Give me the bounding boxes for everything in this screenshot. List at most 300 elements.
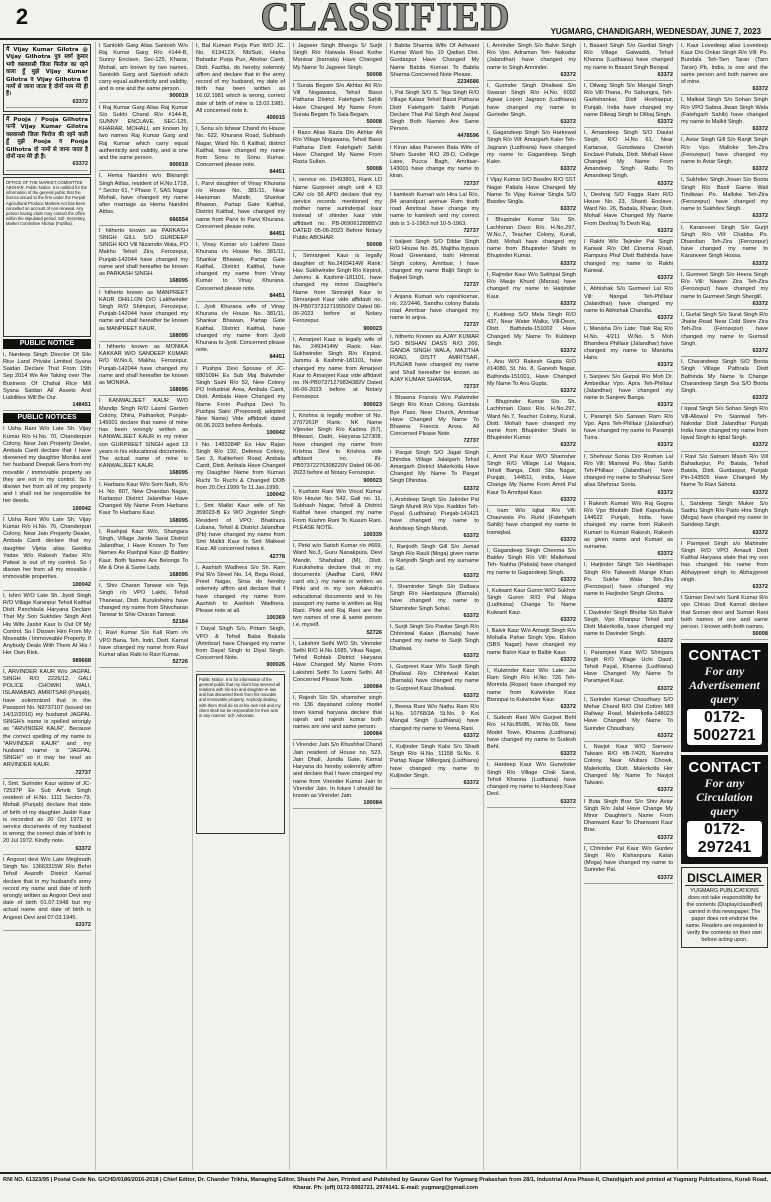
ad-text: I, Manisha D/o Late: Tilak Raj R/o H.No. 4/211 W.No. 5 Moh Bhandera Phillaur (Jalandhar) have changed my name to Manisha Hans. xyxy=(584,326,673,362)
ad-text: मैं Vijay Kumar Gilotra @ Vijay Gilhotra पुत्र स्वर्ग कुमार भगी वसवारसी जिला फिरोज का रहने वाला हूँ मुझे Vijay Kumar Gilotra व Vijay Gilhotra दो नामों से जाना जाता है दोनों नाम मेरे ही हैं। xyxy=(6,47,88,98)
ad-text: I Suraia Begam S/o Akhtar Ali R/o Vill Nogawana, Tehsil Bassi Pathana District Fatehgarh Sahib Have Changed My Name From Suraia Begam To Saia Begam. xyxy=(293,83,382,118)
ad-ref-number: 63372 xyxy=(681,86,768,95)
ad-ref-number: 63372 xyxy=(584,315,673,324)
classified-ad xyxy=(196,441,285,502)
classified-ad xyxy=(390,663,479,702)
ad-text: I, Kaur Lovedeep alias Lovedeep Kaur D/o Onkar Singh R/o Vill: Po. Bundala Teh-Tarn Taran (Tarn Taran) Pb, India, is one and the same person and both names are of mine. xyxy=(681,43,768,86)
classified-ad xyxy=(681,176,768,222)
ad-ref-number: 63372 xyxy=(390,653,479,662)
ad-ref-number: 72737 xyxy=(390,282,479,291)
ad-ref-number: 50008 xyxy=(293,166,382,175)
classified-ad xyxy=(487,42,576,81)
classified-ad xyxy=(196,180,285,241)
classified-ad xyxy=(99,289,188,342)
contact-subtext: For any Circulation query xyxy=(696,776,753,819)
classified-ad xyxy=(390,238,479,291)
classified-ad xyxy=(584,743,673,796)
ad-ref-number: 63372 xyxy=(6,99,88,108)
ad-ref-number: 52184 xyxy=(99,619,188,628)
ad-text: I, Amrinder Singh S/o Balvir Singh R/o Vpo. Adraman Teh- Nakodar (Jalandhar) have changed my name to Singh Amrinder. xyxy=(487,43,576,71)
ad-text: I, Anu W/O Rakesh Gupta R/O #14080, St. No. 8, Ganesh Nagar, Bathinda-151001, Have Changed My Name To Anu Gupta. xyxy=(487,359,576,387)
masthead xyxy=(0,0,771,40)
ad-ref-number: 4478596 xyxy=(390,133,479,142)
classified-ad xyxy=(584,373,673,412)
page-number: 2 xyxy=(15,4,29,29)
ad-ref-number: 63372 xyxy=(584,598,673,607)
ad-ref-number: 72737 xyxy=(390,228,479,237)
ad-text: I Rakesh Kumari W/o Raj Gogna R/o Vpo Bholath Distt Kapurthala 144622 Punjab, India. have changed my name from Rakesh Kumari to Kumari Rakesh, Rakesh as given name and Kumari as surname. xyxy=(584,500,673,550)
ad-text: I, Kuldeep S/O Mela Singh R/O 437, Near Water Walks, Vill-Deon, Distt. Bathinda-151002 Have Changed My Name To Kuldeep Singh. xyxy=(487,311,576,347)
ad-ref-number: 100042 xyxy=(3,506,91,515)
classified-ad xyxy=(584,82,673,128)
ad-ref-number: 400015 xyxy=(196,115,285,124)
ad-ref-number: 63372 xyxy=(584,490,673,499)
ad-text: I, Sanjeev S/o Gurpal R/o Moh Dr. Ambedkar Vpo. Apra Teh-Phillaur (Jalandhar) have changed my name to Sanjeev Banga. xyxy=(584,373,673,402)
ad-text: I, Basant Singh S/o Gurdial Singh R/o Village Galwaddi, Tehsil Khanna (Ludhiana) have changed my name to Basant Singh Benipal. xyxy=(584,43,673,71)
ad-text: I, Gurmeet Singh S/o Heera Singh R/o Vill: Nawan Zira Teh-Zira (Ferozepur) have changed my name to Gurmeet Singh Shergill. xyxy=(681,271,768,300)
classified-ad xyxy=(681,405,768,451)
ad-text: I Razo Alias Razia D/o Akhtar Ali R/o Village Nogawana, Tehsil Bassi Pathana Distt Fatehgarh Sahib Have Changed My Name From Razia Sultan. xyxy=(293,130,382,166)
ad-ref-number: 900019 xyxy=(99,162,188,171)
ad-ref-number: 84451 xyxy=(196,354,285,363)
classified-ad xyxy=(681,136,768,175)
ad-text: I, Paramjit S/o Sarwan Ram R/o Vpo. Apra Teh-Phillaur (Jalandhar) have changed my name to Paramjit Turra. xyxy=(584,413,673,442)
classified-ad xyxy=(293,82,382,128)
classified-ad xyxy=(487,587,576,626)
ad-ref-number: 63372 xyxy=(487,72,576,81)
ad-text: I, Lakshmi Sethi W/O Sh. Virender Sethi R/O H.No 1685, Vikas Nagar, Tehsil Rohtak District Haryana Have Changed My Name From Lakshmi Sethi To Laxmi Sethi. All Concerned Please Note. xyxy=(293,640,382,683)
ad-text: I, Harjinder Singh S/o Harbhajan Singh R/o Talwandi Mange Khan Po. Sukhe Wala Teh-Zira (Ferozepur) have changed my name to Harjinder Singh Ghotra. xyxy=(584,562,673,598)
ad-ref-number: 42778 xyxy=(196,554,285,563)
classified-ad xyxy=(681,500,768,539)
classified-ad xyxy=(99,582,188,628)
ad-text: I, Sukhdev Singh Josan S/o Boota Singh R/o Basti Game Wali Tindiwan Po. Malloke Teh-Zira (Ferozepur) have changed my name to Sukhdev Singh. xyxy=(681,177,768,213)
ad-ref-number: 63372 xyxy=(487,388,576,397)
ad-ref-number: 100369 xyxy=(196,615,285,624)
column-4 xyxy=(289,42,385,1170)
classified-ad xyxy=(681,540,768,593)
ad-text: I, Karanveer Singh S/o Gurjit Singh R/o Vill: Chabba Po. Dhandian Teh-Zira (Ferozepur) have changed my name to Karanveer Singh Hossa. xyxy=(681,224,768,260)
ad-text: I, Vinay Kumar s/o Lakhmi Dass Khurana r/o House No. 381/11, Shankar Bhawan, Partap Gate Kaithal, District Kaithal, have changed my name from Vinay Kumar to Vinay Khurana. Concerned please note. xyxy=(196,242,285,292)
classified-ad xyxy=(487,358,576,397)
hindi-notice-ad xyxy=(3,44,91,112)
ad-ref-number: 100339 xyxy=(293,532,382,541)
ad-text: I, Amarjeet Kaur is legally wife of No. 2493414W Rank: Hav. Sukhwinder Singh R/o Kirpind, Jammu & Kashmir-181101, have changed my name from Amarjeet Kaur to Amarjeet Kaur vide affidavit no. IN-PB07371279834382V Dated 06-06-2023 before at Notary Ferozepur. xyxy=(293,336,382,401)
contact-heading: CONTACT xyxy=(688,647,761,665)
ad-text: I Usha Rani W/o Late Sh. Vijay Kumar R/o H.No. 70, Chanderpuri Colony, Near Jain Property Dealer, Ambala Cantt declare that I have disowned my daughter Monika and her husband Deepak Gera from my movable / immovable property as they are not in my control. So I disown her from all of my property and I shall not be responsible for her deeds. xyxy=(3,426,91,505)
classified-ad xyxy=(196,502,285,563)
ad-ref-number: 63372 xyxy=(390,486,479,495)
ad-text: I Dayal Singh S/o. Pritam Singh, VPO & Tehsil Baba Bakala (Amritsar) have Changed my name from Dayal Singh to Diyal Singh. Concerned Note. xyxy=(196,626,285,662)
column-7 xyxy=(580,42,676,1170)
ad-text: I, Iram W/o Iqbal R/o Vill: Chaurwala Po. Rurki (Fatehgarh Sahib) have changed my name to Iramiqbal. xyxy=(487,507,576,536)
ad-text: I Usha Rani W/o Late Sh. Vijay Kumar R/o H.No. 70, Chanderpuri Colony, Near Jain Property Dealer, Ambala Cantt declare that my daughter Vijeta alias Geetika Yadav W/o Rakesh Yadav R/o Palwal is out of my control. So I disown her from all my movable / immovable properties. xyxy=(3,516,91,581)
ad-ref-number: 52726 xyxy=(293,630,382,639)
classified-ad xyxy=(584,696,673,742)
classified-ad xyxy=(681,96,768,135)
ad-ref-number: 63372 xyxy=(487,301,576,310)
classified-ad xyxy=(390,333,479,394)
ad-text: I, Hema Nandini w/o Bikramjit Singh Attlas, resident of H.No.1718, * Sector 61, * Phase 7, SAS Nagar Mohali, have changed my name after marriage as Hema Nandini Attlas. xyxy=(99,173,188,216)
ad-ref-number: 63372 xyxy=(6,161,88,170)
ad-ref-number: 168095 xyxy=(99,333,188,342)
ad-ref-number: 900026 xyxy=(196,662,285,671)
ad-text: I, Surinder Kumar Choudhary S/O Mehar Chand R/O Old Cotton Mill Railway Road, Malerkotla-148023 Have Changed My Name To Surinder Choudhary. xyxy=(584,696,673,732)
classified-ad xyxy=(487,311,576,357)
classified-ad xyxy=(584,845,673,884)
contact-box xyxy=(681,755,768,864)
ad-text: I, Shehnaz Sonia D/o Roshan Lal R/o Vill: Mianwal Po. Mau Sahib Teh-Phillaur (Jalandhar) have changed my name to Shahnaz Soni alias Shehnaz Sonia. xyxy=(584,453,673,489)
ad-text: I, Smt. Surinder Kaur widow of JC-72537P Ex Sub Amrik Singh resident of H.No. 1111 Sector-79, Mohali (Punjab) declare that date of birth of my daughter Jasbir Kaur is recorded as 20 Oct 1972 in service documents of my husband is wrong; the correct date of birth is 20 Jul 1972. Kindly note. xyxy=(3,780,91,845)
ad-ref-number: 63372 xyxy=(681,166,768,175)
ad-ref-number: 63372 xyxy=(681,213,768,222)
ad-ref-number: 50008 xyxy=(293,119,382,128)
classified-ad xyxy=(681,453,768,499)
ad-ref-number: 63372 xyxy=(487,442,576,451)
ad-text: I, Sonu s/o Ishwar Chand r/o House No. 622, Khurana Road, Subhash Nagar, Ward No. 6 Kaithal, district Kaithal, have changed my name from Sonu to Sonu Kumar. Concerned please note. xyxy=(196,126,285,169)
classified-ad xyxy=(3,780,91,855)
ad-text: I, Shaminder Singh S/o Dalbara Singh R/o Hardaspura (Barnala) have changed my name to Shaminder Singh Sohal. xyxy=(390,584,479,612)
ad-text: I kamlesh Kumari w/o Hira Lal R/o, 84 anandpuri avenue Ram tirath road Amritsar have change my name to kamlesh and my correct dob is 1-1-1963 not 10-5-1963. xyxy=(390,191,479,227)
classified-ad xyxy=(584,238,673,284)
classified-ad xyxy=(196,625,285,671)
ad-ref-number: 63372 xyxy=(681,584,768,593)
classified-ad xyxy=(99,481,188,527)
classified-ad xyxy=(293,129,382,175)
ad-text: I Virender Jain S/o Khushhal Chand Jain resident of House no. 523, Jain Dhall, Jundla Gate, Karnal Haryana do hereby solemnly affirm and declare that I have changed my name from Virender Kumar Jain to Virender Jain. In future I should be known as Virender Jain. xyxy=(293,742,382,799)
ad-ref-number: 900023 xyxy=(293,326,382,335)
ad-ref-number: 63372 xyxy=(3,846,91,855)
ad-ref-number: 63372 xyxy=(390,573,479,582)
ad-ref-number: 63372 xyxy=(487,261,576,270)
ad-ref-number: 148451 xyxy=(3,402,91,411)
classified-ad xyxy=(390,89,479,142)
ad-text: I, Sudesh Rani W/o Gurjeet Behl R/o H.No.85/86, W.No.09, New Model Town, Khanna (Ludhiana) have changed my name to Sudesh Behl. xyxy=(487,715,576,751)
column-1 xyxy=(0,42,94,1170)
classified-ad xyxy=(584,285,673,324)
classified-ad xyxy=(584,500,673,561)
ad-text: I Pushpa Devi Spouse of JC-680109H Ex Sub Maj Balwinder Singh Saini R/o 52, New Colony PO Industrial Area, Ambala Cantt, Distt. Ambala Have Changed my Name From Pushpa Devi To Pushpa Saini (Proposed) adopted New Name) Vide affidavit dated 06.06.2023 before Ambala. xyxy=(196,365,285,430)
ad-text: I, Navjot Kaur W/O Sarneev Talwani R/O #B-7/420, Narindra Colony, Near Multani Chowk, Malerkotla, Distt. Malerkotla Her Changed My Name To Navjot Talwani. xyxy=(584,744,673,787)
column-5 xyxy=(386,42,482,1170)
ad-ref-number: 72737 xyxy=(390,181,479,190)
ad-text: I Anjana Kumari w/o rajeshkumar, r/o, 22/2446, Sandhu colony Batala road Amritsar have changed my name to anjna. xyxy=(390,293,479,322)
ad-ref-number: 63372 xyxy=(390,693,479,702)
classified-ad xyxy=(3,425,91,514)
ad-ref-number: 900019 xyxy=(99,93,188,102)
ad-text: I, Ishro W/O Late Sh. Jiyoti Singh R/O Village Karanpur Tehsil Kaithal Distt Panchkula Haryana Declare That My Son Sukhdev Singh And His Wife Jasbir Kaur Is Out Of My Control. So I Disown Him From My Moveable / Immoveable Property. If Anybody Deals With Them At His / Her Own Risk. xyxy=(3,592,91,657)
ad-text: I, Abhishak S/o Gurmeet Lal R/o Vill: Nangal Teh-Phillaur (Jalandhar) have changed my name to Abhishak Chandla. xyxy=(584,286,673,314)
ad-ref-number: 100084 xyxy=(293,731,382,740)
ad-ref-number: 63372 xyxy=(584,402,673,411)
classified-ad xyxy=(99,104,188,172)
classified-ad xyxy=(293,252,382,334)
ad-text: I, Arshdeep Singh S/o Jatinder Pal Singh Mundi R/o Vpo. Kaddon Teh- Payal (Ludhiana) Punjab-141421 have changed my name to Arshdeep Singh Mundi. xyxy=(390,496,479,532)
ad-text: I, Amandeep Singh S/O Daulat Singh, R/O H.No 61, Near Kartarsar, Gurudwara Cherish Enclave Patiala, Distt. Mohali Have Changed My Name From Amandeep Singh Rattu To Amandeep Singh. xyxy=(584,130,673,180)
ad-text: I, Gagandeep Singh Cheema S/o Baldev Singh R/o Vill: Maltehwal Teh- Nabha (Patiala) have changed my name to Gagandeep Singh. xyxy=(487,548,576,576)
classified-ad xyxy=(99,227,188,288)
ad-ref-number: 63372 xyxy=(584,787,673,796)
ad-ref-number: 63372 xyxy=(390,780,479,789)
ad-text: I Raj Kumar Garg Alias Raj Kumar S/o Sukhi Chand R/o #144-B, SUNNY ENCLAVE, SEC-125, KHARAR, MOHALI, am known by two names Raj Kumar Garg and Raj Kumar which carry equal authenticity and validity, and is one and the same person. xyxy=(99,104,188,162)
ad-text: I Pargat Singh S/O Jagat Singh Dhindsa Village Jalalgarh Tehsil Amargarh District Malerkotla Have Changed My Name To Pargat Singh Dhindsa. xyxy=(390,449,479,485)
ad-text: I Bhupinder Kumar S/o. Sh. Lachhman Dass R/o. H.No.297, Ward No.7, Teacher Colony, Kurali, Distt. Mohali have changed my name from Bhupinder Shahi to Bhupinder Kumar. xyxy=(487,399,576,442)
ad-text: I, Paramjeet Kaur W/O Shingara Singh R/O Village Uchi Daud, Tehsil Payal, Khanna (Ludhiana) Have Changed My Name To Paramjeet Kaur. xyxy=(584,649,673,685)
ad-ref-number: 63372 xyxy=(487,704,576,713)
disclaimer-box xyxy=(681,867,768,948)
ad-ref-number: 63372 xyxy=(584,362,673,371)
ad-text: I Jagseer Singh Bhangu S/ Surjit Singh R/o Naiwala Road Kothe Manisar (barnala) Have Changed My Name To Jagseer Singh. xyxy=(293,43,382,71)
ad-text: I baljeet Singh S/O Dildar Singh R/O House No. 85, Majitha bypass Road Greenland, bahi Himmat Singh colony, Amritsar, I have changed my name Baljit Singh to Baljeet Singh. xyxy=(390,239,479,282)
ad-ref-number: 63372 xyxy=(584,686,673,695)
classified-ad xyxy=(390,144,479,190)
ad-text: I, Shiv Charan Tanwar s/o Teja Singh r/o VPO Lakhi, Tehsil Thanesar, Distt. Kurukshetra have changed my name from Shivcharan Tanwar to Shiv Charan Tanwar. xyxy=(99,583,188,619)
ad-text: I Rakhi W/o Tejinder Pal Singh Kanwal R/o Old Cinema Road, Rampura Phul Distt Bathinda have changed my name to Rakhi Kanwal. xyxy=(584,239,673,274)
ad-text: I Angoori devi W/o Late Meghnath Singh No. 13663315W R/o Behri Tehsil Asandh District Karnal declare that in my husband's army record my name and date of birth wrongly written as Angoor Devi and date of birth 01.07.1948 but my actual name and date of birth is Angoori Devi and 07.03.1945. xyxy=(3,856,91,921)
ad-text: I Buta Singh Brar S/o Shiv Avtar Singh R/o Jalal Have Change My Minor Daughter's Name From Dhanwant Kaur To Dhanwant Kaur Brar. xyxy=(584,798,673,834)
ad-ref-number: 168095 xyxy=(99,470,188,479)
classified-ad xyxy=(293,176,382,251)
ad-ref-number: 63372 xyxy=(584,733,673,742)
classified-ad xyxy=(196,125,285,178)
classified-ad xyxy=(487,507,576,546)
contact-phone: 0172-5002721 xyxy=(687,709,762,745)
ad-ref-number: 63372 xyxy=(681,301,768,310)
ad-text: I, Amrit Pal Kaur W/O Shamsher Singh R/O Village Lal Majara, Tehsil Banga, Distt Sbs Nagar, Punjab, 144511, India, Have Change My Name From Amrit Pal Kaur To Amritpal Kaur. xyxy=(487,453,576,496)
ad-text: I, Deshraj S/O Fagga Ram R/O House No. 23, Shanti Enclave, Ward No. 26, Badala, Kharar, Distt. Mohali Have Changed My Name From Deshraj To Desh Raj. xyxy=(584,191,673,227)
ad-ref-number: 63372 xyxy=(584,228,673,237)
ad-text: I, Rajesh S/o Sh. shamsher singh r/o 136 dayanand colony model town kamal haryana declare that rajesh and rajesh kumar both names are one and same person. xyxy=(293,695,382,731)
ad-text: I, Dilwag Singh S/o Mangal Singh R/o Vill-Thana, Po Sahungra, Teh-Garhshankar, Distt Hoshiarpur, Punjab, India have changed my name Dilwag Singh to Dilbaj Singh. xyxy=(584,83,673,118)
classified-ad xyxy=(487,761,576,807)
classified-ad xyxy=(196,564,285,625)
ad-ref-number: 63372 xyxy=(390,533,479,542)
public-notice-box: OFFICE OF THE MARKET COMMITTEE ABOHAR. Public Notice. It is notified for the information of the general public that the licence issued to the firm under the Punjab Agricultural Produce Markets Act has been cancelled on account of non-renewal. Any person having claim may contact the office within the stipulated period. Sd/- Secretary, Market Committee Abohar (Fazilka). xyxy=(3,177,91,337)
classified-ad xyxy=(584,798,673,844)
ad-text: I, Davinder Singh Bhullar S/o Balvir Singh, Vpo Khanpur Tehsil and Distt Malerkotla, have changed my name to Davinder Singh. xyxy=(584,609,673,638)
ad-text: I, Nardeep Singh Director Of Silo Rice Land Private Limited Syana Saidan Declare That From 15th Sep 2014 We Are Taking over The Business Of Chahal Rice Mill Syana Saidan All Assets And Liabilities Will Be Our. xyxy=(3,351,91,401)
ad-ref-number: 900023 xyxy=(293,478,382,487)
classified-ad xyxy=(3,592,91,667)
ad-ref-number: 63372 xyxy=(584,442,673,451)
classified-ad xyxy=(584,561,673,607)
classified-ad xyxy=(196,365,285,440)
ad-text: मैं Pooja / Pooja Gilhotra पत्नी Vijay Kumar Gilotra वसवारसी जिला फिरोज की रहने वाली हूँ मुझे Pooja व Pooja Gilhotra दो नामों से जाना जाता है दोनों नाम मेरे ही हैं। xyxy=(6,117,88,161)
ad-ref-number: 63372 xyxy=(681,126,768,135)
classified-ad xyxy=(293,741,382,809)
classified-ad xyxy=(487,216,576,269)
ad-ref-number: 2234586 xyxy=(390,79,479,88)
ad-text: I, Kusham Rani W/o Vinod Kumar R/o House No. 542, Gali no. 11, Subhash Nagar, Tehsil & District Kaithal have changed my name From Kushm Rani To Kusum Rani. PLEASE NOTE. xyxy=(293,488,382,531)
classified-ad xyxy=(293,694,382,740)
classified-ad xyxy=(584,42,673,81)
classified-ad xyxy=(487,398,576,451)
imprint-footer: RNI NO. 61323/95 | Postal Code No. G/CHD/0186/2016-2018 | Chief Editor, Dr. Chander Trikha, Managing Editor, Shashi Pal Jain, Printed and Published by Gaurav Goel for Yugmarg Prakashan from 28/1, Industrial Area Phase-II, Chandigarh and printed at Yugmarg Publications, Kurali Road, Kharar. Ph: (off) 0172-5002721, 2974141. E-mail: yugmarg@gmail.com xyxy=(0,1172,771,1202)
ad-ref-number: 63372 xyxy=(584,875,673,884)
ad-text: I, Aashish Wadhera S/o Sh. Ram Pal R/o Street No. 14, Begu Road, Preet Nagar, Sirsa do hereby solemnly affirm and declare that I have changed my name from Aashish to Aashish Wadhera. Please note at all. xyxy=(196,564,285,615)
ad-ref-number: 63372 xyxy=(487,657,576,666)
classified-ad xyxy=(293,640,382,693)
section-heading: PUBLIC NOTICE xyxy=(3,339,91,349)
classified-ad xyxy=(99,42,188,103)
classified-ad xyxy=(681,224,768,270)
ad-ref-number: 63372 xyxy=(487,497,576,506)
classified-ad xyxy=(584,453,673,499)
classified-ad xyxy=(487,271,576,310)
public-notice-box: Public Notice. It is for information of the general public that my client has severed all relations with his son and daughter-in-law and has disowned them from his movable and immovable property. Anybody dealing with them shall do so at his own risk and my client shall not be responsible for their acts in any manner. Sd/- Advocate. xyxy=(196,674,285,834)
hindi-notice-ad xyxy=(3,114,91,175)
classified-ad xyxy=(487,176,576,215)
ad-text: I, Parvi daughter of Vinay Khurana r/o House No. 381/11, Near Hanuman Mandir, Shankar Bhawan, Partap Gate Kaithal, District Kaithal, have changed my name from Parvi to Parvi Khurana. Concerned please note. xyxy=(196,180,285,230)
classified-ad xyxy=(390,703,479,742)
classified-ad xyxy=(99,528,188,581)
ad-ref-number: 63372 xyxy=(487,166,576,175)
classified-ad xyxy=(681,311,768,357)
ad-ref-number: 63372 xyxy=(681,442,768,451)
ad-text: I Bhupinder Kumar S/o. Sh. Lachhman Dass R/o. H.No.297, W.No.7, Teacher Colony, Kurali, Distt. Mohali have changed my name from Bhupinder Shahi to Bhupinder Kumar. xyxy=(487,217,576,260)
ad-text: I, Gagandeep Singh S/o Harkewal Singh R/o Vill: Amargarh Kaler Teh- Jagraon (Ludhiana) have changed my name to Gagandeep Singh Kaler. xyxy=(487,130,576,166)
ad-text: I Kiran alias Parveen Bala Wife of Sham Sunder R/O 28-D, College Lane, Pucca Bagh, Amritsar-143001 have change my name to kiran. xyxy=(390,144,479,180)
ad-ref-number: 100042 xyxy=(196,430,285,439)
ad-ref-number: 100084 xyxy=(293,684,382,693)
ad-ref-number: 63372 xyxy=(487,119,576,128)
ad-ref-number: 50008 xyxy=(293,72,382,81)
ad-text: I, Rajinder Kaur W/o Sukhpal Singh R/o Maujo Khurd (Mansa) have changed my name to Harjinder Kaur. xyxy=(487,271,576,300)
ad-ref-number: 63372 xyxy=(487,577,576,586)
classified-ad xyxy=(487,453,576,506)
ad-text: I hitherto known as PARKASH SINGH GILL S/O GURDEEP SINGH R/O Vill Nizamdin Wala, PO Makhu Tehsil Zira, Ferozepur, Punjab-142044 have changed my name and shall hereafter be known as PARKASH SINGH. xyxy=(99,227,188,278)
classified-ad xyxy=(99,343,188,396)
ad-text: I Babita Sharma Wife Of Ashwani Kumar Ward No. 10 Qadian Dist. Gurdaspur Have Changed My Name Babita Kumari To Babita Sharma Concerned Note Please. xyxy=(390,43,479,78)
classified-ad xyxy=(487,714,576,760)
classified-ad xyxy=(681,358,768,404)
column-8 xyxy=(677,42,771,1170)
classified-ad xyxy=(584,413,673,452)
section-title: CLASSIFIED xyxy=(260,0,511,39)
ad-ref-number: 63372 xyxy=(3,922,91,931)
ad-text: I, Pinki w/o Satish Kumar r/o #669, Ward No.3, Guru Nanakpura, Devi Mandir, Shahabad (M), Distt. Kurukshetra declare that in my documents (Aadhar Card, PAN card etc.) my name is written as Pinki and in my son Aakash's educational documents and in his passport my name is written as Raj Rani. Pinki and Raj Rani are the two names of one & same person i.e. myself. xyxy=(293,543,382,629)
ad-text: I Iqwal Singh S/o Sohan Singh R/o Vill-Allowal Po Sianiwal Teh-Nakodar Distt Jalandhar Punjab India have changed my name from Iqwal Singh to Iqbal Singh. xyxy=(681,406,768,442)
ad-text: I, Harbans Kaur W/o Som Nath, R/o H. No. 807, New Chandan Nagar, Kartarpur District Jalandhar Have Changed My Name From Harbans Kaur To Harbans Kaur. xyxy=(99,481,188,517)
classified-ad xyxy=(584,325,673,371)
ad-ref-number: 666554 xyxy=(99,217,188,226)
classified-ad xyxy=(584,129,673,190)
ad-text: I, Kulwinder Kaur W/o Late: Jai Ram Singh R/o H.No. 726 Teh-Morinda (Ropar) have changed my name from Kulwinder Kaur Bisnopal to Kulwinder Kaur. xyxy=(487,668,576,703)
classified-ad xyxy=(196,42,285,124)
ad-ref-number: 168095 xyxy=(99,572,188,581)
ad-text: I, Smt Malkit Kaur wife of No 359023-B Ex WO Joginder Singh Resident of VPO: Bhatinura Lubana, Tehsil & District Jalandhar (Pb) have changed my name from Smt Malkit Kaur to Smt Malkeet Kaur. All concerned notes it. xyxy=(196,503,285,553)
ad-ref-number: 63372 xyxy=(584,72,673,81)
contact-box xyxy=(681,643,768,752)
ad-ref-number: 63372 xyxy=(584,638,673,647)
ad-text: I Parmjeet Singh s/o Mahinder Singh R/O VPO Arnauli Distt Kaithal Haryana state that my son has changed his name from Abhaypreet singh to Abhaypreet singh. xyxy=(681,540,768,583)
classified-ad xyxy=(3,668,91,779)
classified-ad xyxy=(390,496,479,542)
classified-ad xyxy=(681,42,768,95)
ad-text: I, ARVINDER KAUR W/o JAGPAL SINGH R/O 2226/12, GALI POLICE CHOWKI WALI, ISLAMABAD, AMRITSAR (Punjab), have solemnized that in the Passport No. N9737107 (issued on 14/12/2016) my husband JAGPAL SINGH's name is spelled wrongly as "ARVINDER KAUR". Because the correct spelling of my name is "ARVINDER KAUR" and my husband name is "JAGPAL SINGH" so it may be read as ARVINDER KAUR. xyxy=(3,668,91,769)
dateline: YUGMARG, CHANDIGARH, WEDNESDAY, JUNE 7, 2023 xyxy=(550,27,761,36)
classified-ad xyxy=(390,583,479,622)
ad-text: I Vijay Kumar S/O Basdev R/O SST Nagar Patiala Have Changed My Name To Vijay Kumar Singla S/O Basdev Singla. xyxy=(487,177,576,206)
ad-text: I, Gurlal Singh S/o Surat Singh R/o Jhatar Road Near Cold Store Zira Teh-Zira (Ferozepur) have changed my name to Gurmail Singh. xyxy=(681,311,768,347)
classified-ad xyxy=(293,488,382,541)
ad-ref-number: 63372 xyxy=(584,835,673,844)
ad-text: I, service no. 15493801, Rank LD Name Gurpreet singh unit 4 63 CAV c/o 56 APO declare that my service records mentioned my mother name surinderpal kaur instead of shinder kaur vide affidavit no. PB-06906128985V2 DATED 05-06-2023 Before Notary Public ABOHAR. xyxy=(293,177,382,242)
ad-text: I, Hardeep Kaur W/o Gurwinder Singh R/o Village Chak Sarai, Tehsil Khanna (Ludhiana) have changed my name to Hardeep Kaur Deol. xyxy=(487,762,576,798)
ad-text: I Ravi S/o Satnam Masih R/o Vill Bahadurpur, Po Batala, Tehsil Batala, Distt. Gurdaspur, Punjab Pin-143505 Have Changed My Name To Ravi Sahota. xyxy=(681,453,768,489)
classified-ad xyxy=(390,42,479,88)
contact-subtext: For any Advertisement query xyxy=(689,664,760,707)
ad-ref-number: 63372 xyxy=(487,617,576,626)
ad-ref-number: 100084 xyxy=(293,800,382,809)
ad-text: I Bhawna Fransis W/o Palwinder Singh R/o Kiran Colony, Gumtala Bye Pass, Near Church, Amritsar Have Changed My Name To Bhawna Francis Arora. All Concerned Please Note. xyxy=(390,395,479,438)
ad-ref-number: 63372 xyxy=(487,348,576,357)
ad-text: I Suman Devi w/o Sunil Kumar R/o vpo Chirao Distt Karnal declare that Suman devi and Suman Rani both names of one and same person. I known with both names. xyxy=(681,595,768,631)
classified-ad xyxy=(584,609,673,648)
ad-text: I, Pal Singh S/O S. Teja Singh R/O Village Kalaur Tehsil Bassi Pathana Distt Fatehgarh Sahib Punjab Declare That Pal Singh And Jaspal Singh Both Names Are Same Person. xyxy=(390,90,479,133)
classified-ad xyxy=(293,336,382,411)
ad-ref-number: 168095 xyxy=(99,387,188,396)
classified-ad xyxy=(3,516,91,591)
ad-ref-number: 63372 xyxy=(584,275,673,284)
classified-ad xyxy=(99,397,188,479)
ad-ref-number: 63372 xyxy=(584,119,673,128)
ad-ref-number: 84451 xyxy=(196,231,285,240)
column-6 xyxy=(483,42,579,1170)
ad-ref-number: 168095 xyxy=(99,278,188,287)
ad-text: I KANWALJEET KAUR W/O Mandip Singh R/O Laxmi Garden Colony, Dhira, Pathankot, Punjab-145001 declare that name of mine has been wrongly written as KANWALJEET KAUR in my minor son GURPREET SINGH aged 13 years in his educational documents. The actual name of mine is KANWALJEET KAUR. xyxy=(99,398,188,470)
ad-text: I, Rashpal Kaur W/o, Shangara Singh, Village Jande Sarai District Jalandhar, I Have Known To Two Names As Rashpal Kaur @ Baldev Kaur. Both Names Are Belongs To Me & One & Same Lady. xyxy=(99,528,188,571)
classified-ad xyxy=(99,629,188,668)
classified-ad xyxy=(99,172,188,225)
ad-ref-number: 63372 xyxy=(681,395,768,404)
classified-ad xyxy=(293,412,382,487)
ad-ref-number: 168095 xyxy=(99,518,188,527)
ad-text: I, Gurinder Singh Dhaliwal S/o Swaran Singh R/o H.No. 6092 Agwar Lopon Jagraon (Ludhiana) have changed my name to Gurinder Singh. xyxy=(487,83,576,118)
ad-text: I hitherto known as MONIKA KAKKAR W/O SANDEEP KUMAR R/O W.No.6, Makhu, Ferozepur, Punjab-142044 have changed my name and shall hereafter be known as MONIKA. xyxy=(99,343,188,386)
classified-ad xyxy=(3,856,91,931)
ad-ref-number: 72737 xyxy=(390,384,479,393)
classified-ad xyxy=(487,82,576,128)
ad-text: I, Chhinder Pal Kaur W/o Gurdev Singh R/o Kishanpura Kalan (Moga) have changed my name to Surinder Pal. xyxy=(584,845,673,874)
ad-ref-number: 63372 xyxy=(584,551,673,560)
ad-ref-number: 63372 xyxy=(681,530,768,539)
classified-ad xyxy=(196,303,285,364)
ad-ref-number: 52726 xyxy=(99,659,188,668)
ad-ref-number: 72737 xyxy=(3,770,91,779)
ad-ref-number: 100042 xyxy=(196,492,285,501)
ad-text: I, Kulwant Kaur Guron W/O Sukhvir Singh Guron R/O Pal Majra (Ludhiana) Change To Name Kulwant Kaur. xyxy=(487,588,576,616)
classified-ad xyxy=(293,542,382,639)
ad-ref-number: 900023 xyxy=(293,402,382,411)
ad-text: I, Simranjeet Kaur is legally daughter of No.2493414W Rank: Hav. Sukhwinder Singh R/o Kirpind, Jammu & Kashmir-181101, have changed my minor Daughter's Name from Simranjit Kaur to Simranjeet Kaur vide affidavit no. IN-PB07373127195506V Dated 06-06-2023 before at Notary Ferozepur. xyxy=(293,253,382,325)
ad-ref-number: 63372 xyxy=(681,261,768,270)
classified-ad xyxy=(390,191,479,237)
ad-ref-number: 63372 xyxy=(390,733,479,742)
ad-ref-number: 84451 xyxy=(196,293,285,302)
ad-ref-number: 63372 xyxy=(681,490,768,499)
section-heading: PUBLIC NOTICES xyxy=(3,413,91,423)
ad-ref-number: 63372 xyxy=(681,348,768,357)
ad-text: I, Ravi Kumar S/o Kali Ram r/o VPO Bana, Teh. Indri, Distt. Karnal have changed my name from Ravi Kumar alias Rabi to Ravi Kumar. xyxy=(99,630,188,659)
ad-text: I, Avtar Singh Gill S/o Ranjit Singh R/o Vpo. Malloke Teh-Zira (Ferozepur) have changed my name to Avtar Singh. xyxy=(681,137,768,166)
ad-ref-number: 50008 xyxy=(681,631,768,640)
ad-text: I, Kuljinder Singh Kalsi S/o Shadi Singh R/o H.No. 11158 St.No. 6 Partap Nagar Millerganj (Ludhiana) have changed my name to Kuljinder Singh. xyxy=(390,744,479,779)
classified-ad xyxy=(390,449,479,495)
ad-ref-number: 72737 xyxy=(390,438,479,447)
classified-ad xyxy=(3,351,91,412)
ad-text: I, Malkiat Singh S/o Sohan Singh R/o VPO Sabna Jiwan Singh Wala (Fatehgarh Sahib) have changed my name to Malkit Singh. xyxy=(681,97,768,126)
